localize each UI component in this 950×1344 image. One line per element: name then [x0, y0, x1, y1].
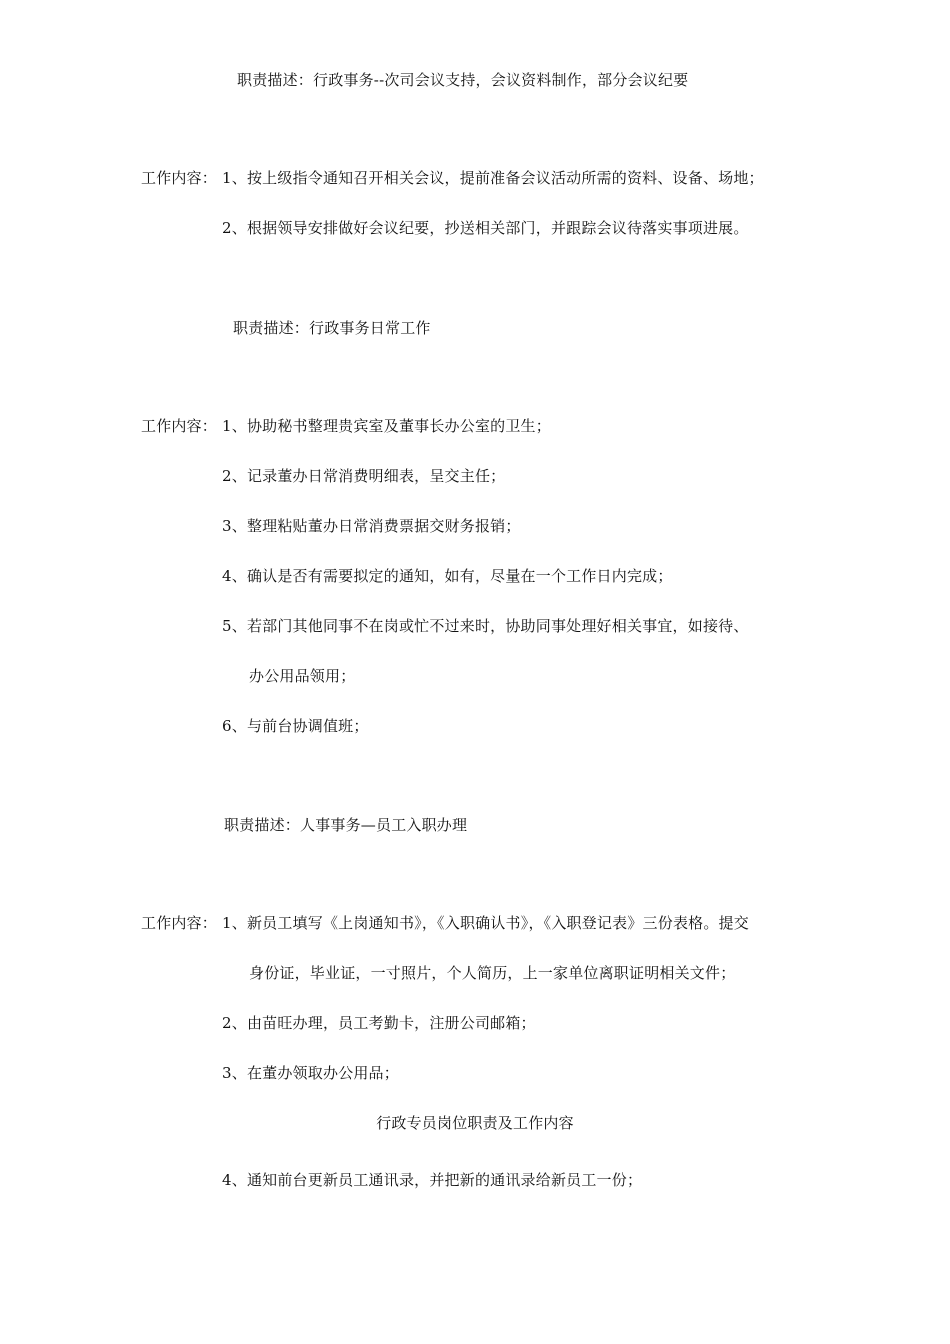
section-2-item-5: 5、若部门其他同事不在岗或忙不过来时，协助同事处理好相关事宜，如接待、: [222, 617, 749, 635]
section-2-item-2: 2、记录董办日常消费明细表，呈交主任；: [222, 467, 506, 485]
page-title: 行政专员岗位职责及工作内容: [376, 1114, 574, 1132]
section-3-heading: 职责描述：人事事务—员工入职办理: [224, 816, 468, 834]
section-3-item-3: 3、在董办领取办公用品；: [222, 1064, 399, 1082]
section-1-heading: 职责描述：行政事务--次司会议支持，会议资料制作，部分会议纪要: [237, 71, 689, 89]
section-2-content-label: 工作内容：: [141, 417, 218, 435]
section-2-heading: 职责描述：行政事务日常工作: [233, 319, 431, 337]
section-2-item-6: 6、与前台协调值班；: [222, 717, 369, 735]
section-1-item-2: 2、根据领导安排做好会议纪要，抄送相关部门，并跟踪会议待落实事项进展。: [222, 219, 749, 237]
section-2-item-5-continued: 办公用品领用；: [249, 667, 356, 685]
section-2-item-3: 3、整理粘贴董办日常消费票据交财务报销；: [222, 517, 521, 535]
section-3-content-label: 工作内容：: [141, 914, 218, 932]
section-2-item-4: 4、确认是否有需要拟定的通知，如有，尽量在一个工作日内完成；: [222, 567, 673, 585]
section-3-item-2: 2、由苗旺办理，员工考勤卡，注册公司邮箱；: [222, 1014, 536, 1032]
section-3-item-1-continued: 身份证，毕业证，一寸照片，个人简历，上一家单位离职证明相关文件；: [249, 964, 736, 982]
section-1-item-1: 1、按上级指令通知召开相关会议，提前准备会议活动所需的资料、设备、场地；: [222, 169, 764, 187]
section-2-item-1: 1、协助秘书整理贵宾室及董事长办公室的卫生；: [222, 417, 551, 435]
section-3-item-4: 4、通知前台更新员工通讯录，并把新的通讯录给新员工一份；: [222, 1171, 643, 1189]
section-1-content-label: 工作内容：: [141, 169, 218, 187]
section-3-item-1: 1、新员工填写《上岗通知书》，《入职确认书》，《入职登记表》三份表格。提交: [222, 914, 749, 932]
